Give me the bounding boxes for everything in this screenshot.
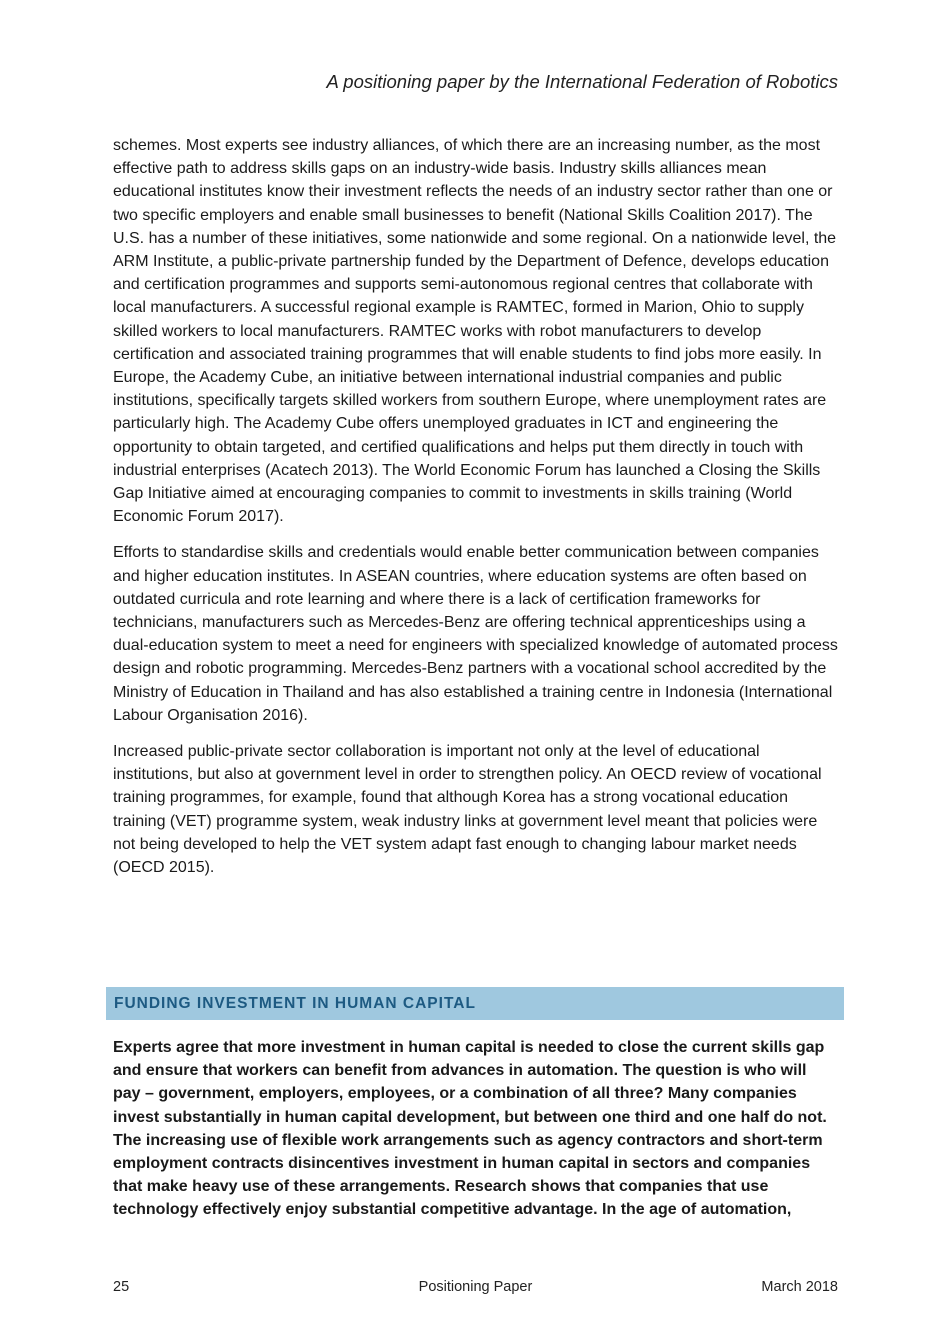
- section-title: FUNDING INVESTMENT IN HUMAN CAPITAL: [114, 995, 476, 1012]
- paragraph-public-private: Increased public-private sector collaboration is important not only at the level of educational institutions, but also at government level in order to strengthen policy. An OECD review of vocational training programmes, for example, found that although Korea has a strong vocational education training (VET) programme system, weak industry links at government level meant that policies were not being developed to help the VET system adapt fast enough to changing labour market needs (OECD 2015).: [113, 743, 822, 877]
- footer-document-title: Positioning Paper: [418, 1279, 533, 1295]
- paragraph-standardise-skills: Efforts to standardise skills and credentials would enable better communication between companies and higher education institutes. In ASEAN countries, where education systems are often based on outdated curricula and rote learning and where there is a lack of certification frameworks for technicians, manufacturers such as Mercedes-Benz are offering technical apprenticeships using a dual-education system to meet a need for engineers with specialized knowledge of automated process design and robotic programming. Mercedes-Benz partners with a vocational school accredited by the Ministry of Education in Thailand and has also established a training centre in Indonesia (International Labour Organisation 2016).: [113, 544, 838, 724]
- body-text: [113, 134, 838, 892]
- section-heading-band: [106, 987, 844, 1020]
- section-lead-paragraph: Experts agree that more investment in human capital is needed to close the current skills gap and ensure that workers can benefit from advances in automation. The question is who will pay – government, employers, employees, or a combination of all three? Many companies invest substantially in human capital development, but between one third and one half do not. The increasing use of flexible work arrangements such as agency contractors and short-term employment contracts disincentives investment in human capital in sectors and companies that make heavy use of these arrangements. Research shows that companies that use technology effectively enjoy substantial competitive advantage. In the age of automation,: [113, 1039, 827, 1219]
- paragraph-skills-alliances: schemes. Most experts see industry alliances, of which there are an increasing number, as the most effective path to address skills gaps on an industry-wide basis. Industry skills alliances mean educational institutes know their investment reflects the needs of an industry sector rather than one or two specific employers and enable small businesses to benefit (National Skills Coalition 2017). The U.S. has a number of these initiatives, some nationwide and some regional. On a nationwide level, the ARM Institute, a public-private partnership funded by the Department of Defence, develops education and certification programmes and supports semi-autonomous regional centres that collaborate with local manufacturers. A successful regional example is RAMTEC, formed in Marion, Ohio to supply skilled workers to local manufacturers. RAMTEC works with robot manufacturers to develop certification and associated training programmes that will enable students to find jobs more easily. In Europe, the Academy Cube, an initiative between international industrial companies and public institutions, specifically targets skilled workers from southern Europe, where unemployment rates are particularly high. The Academy Cube offers unemployed graduates in ICT and engineering the opportunity to obtain targeted, and certified qualifications and helps put them directly in touch with industrial enterprises (Acatech 2013). The World Economic Forum has launched a Closing the Skills Gap Initiative aimed at encouraging companies to commit to investments in skills training (World Economic Forum 2017).: [113, 137, 837, 526]
- page-number: 25: [113, 1279, 130, 1295]
- running-header: A positioning paper by the International Federation of Robotics: [326, 71, 838, 92]
- footer-date: March 2018: [761, 1279, 838, 1295]
